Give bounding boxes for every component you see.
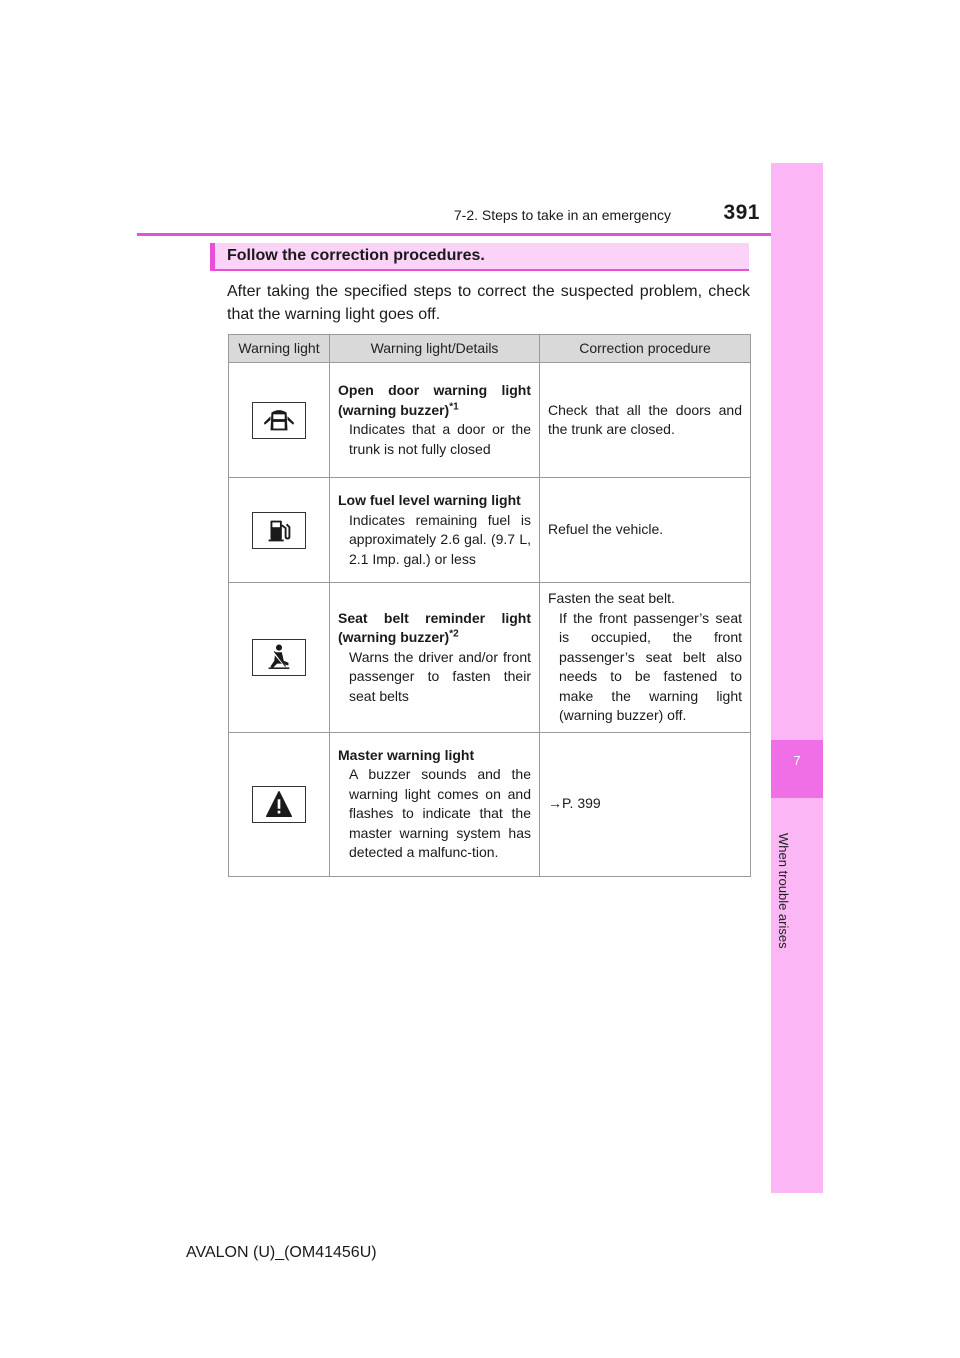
warning-light-table <box>228 334 751 877</box>
details-cell <box>330 583 540 733</box>
warning-light-title: Low fuel level warning light <box>338 492 521 508</box>
chapter-number: 7 <box>793 753 801 768</box>
details-cell <box>330 478 540 583</box>
door-open-icon <box>252 402 306 439</box>
table-row <box>229 478 751 583</box>
intro-paragraph: After taking the specified steps to correct the suspected problem, check that the warning light goes off. <box>227 283 750 323</box>
warning-light-description: A buzzer sounds and the warning light comes on and flashes to indicate that the master warning system has detected a malfunc-tion. <box>349 766 531 860</box>
page-reference-link[interactable]: →P. 399 <box>548 795 601 812</box>
correction-text: Refuel the vehicle. <box>548 521 664 538</box>
section-heading-box <box>210 243 749 271</box>
column-header-warning-light: Warning light <box>229 335 330 363</box>
icon-cell <box>229 583 330 733</box>
table-row <box>229 583 751 733</box>
header-rule <box>137 233 823 236</box>
chapter-side-tab <box>771 163 823 1193</box>
chapter-title-text: When trouble arises <box>776 833 791 949</box>
correction-cell <box>540 363 751 478</box>
correction-text: Check that all the doors and the trunk are closed. <box>548 401 742 437</box>
column-header-details: Warning light/Details <box>330 335 540 363</box>
warning-light-description: Indicates remaining fuel is approximately 2.6 gal. (9.7 L, 2.1 Imp. gal.) or less <box>349 511 531 567</box>
correction-cell <box>540 478 751 583</box>
icon-cell <box>229 478 330 583</box>
warning-light-title: Seat belt reminder light (warning buzzer) <box>338 609 531 645</box>
warning-light-title: Open door warning light (warning buzzer) <box>338 382 531 418</box>
column-header-correction: Correction procedure <box>540 335 751 363</box>
manual-model-code: AVALON (U)_(OM41456U) <box>186 1244 377 1261</box>
footnote-marker: *2 <box>449 628 459 640</box>
running-header-section: 7-2. Steps to take in an emergency <box>453 207 671 223</box>
correction-cell <box>540 732 751 876</box>
warning-light-description: Warns the driver and/or front passenger to fasten their seat belts <box>349 648 531 704</box>
details-cell <box>330 363 540 478</box>
fuel-pump-icon <box>252 512 306 549</box>
warning-light-title: Master warning light <box>338 746 475 763</box>
table-row <box>229 363 751 478</box>
correction-cell <box>540 583 751 733</box>
footnote-marker: *1 <box>449 400 459 412</box>
icon-cell <box>229 363 330 478</box>
chapter-title <box>776 833 806 949</box>
icon-cell <box>229 732 330 876</box>
table-row <box>229 732 751 876</box>
master-warning-icon <box>252 786 306 823</box>
correction-text: Fasten the seat belt. <box>548 590 675 606</box>
seat-belt-icon <box>252 639 306 676</box>
section-title: Follow the correction procedures. <box>227 247 485 264</box>
table-header-row <box>229 335 751 363</box>
chapter-tab-highlight <box>771 740 823 798</box>
details-cell <box>330 732 540 876</box>
correction-subtext: If the front passenger’s seat is occupied, the front passenger’s seat belt also needs to be fastened to make the warning light (warning buzzer) off. <box>559 609 742 723</box>
warning-light-description: Indicates that a door or the trunk is not fully closed <box>349 421 531 457</box>
page-number: 391 <box>723 201 760 224</box>
